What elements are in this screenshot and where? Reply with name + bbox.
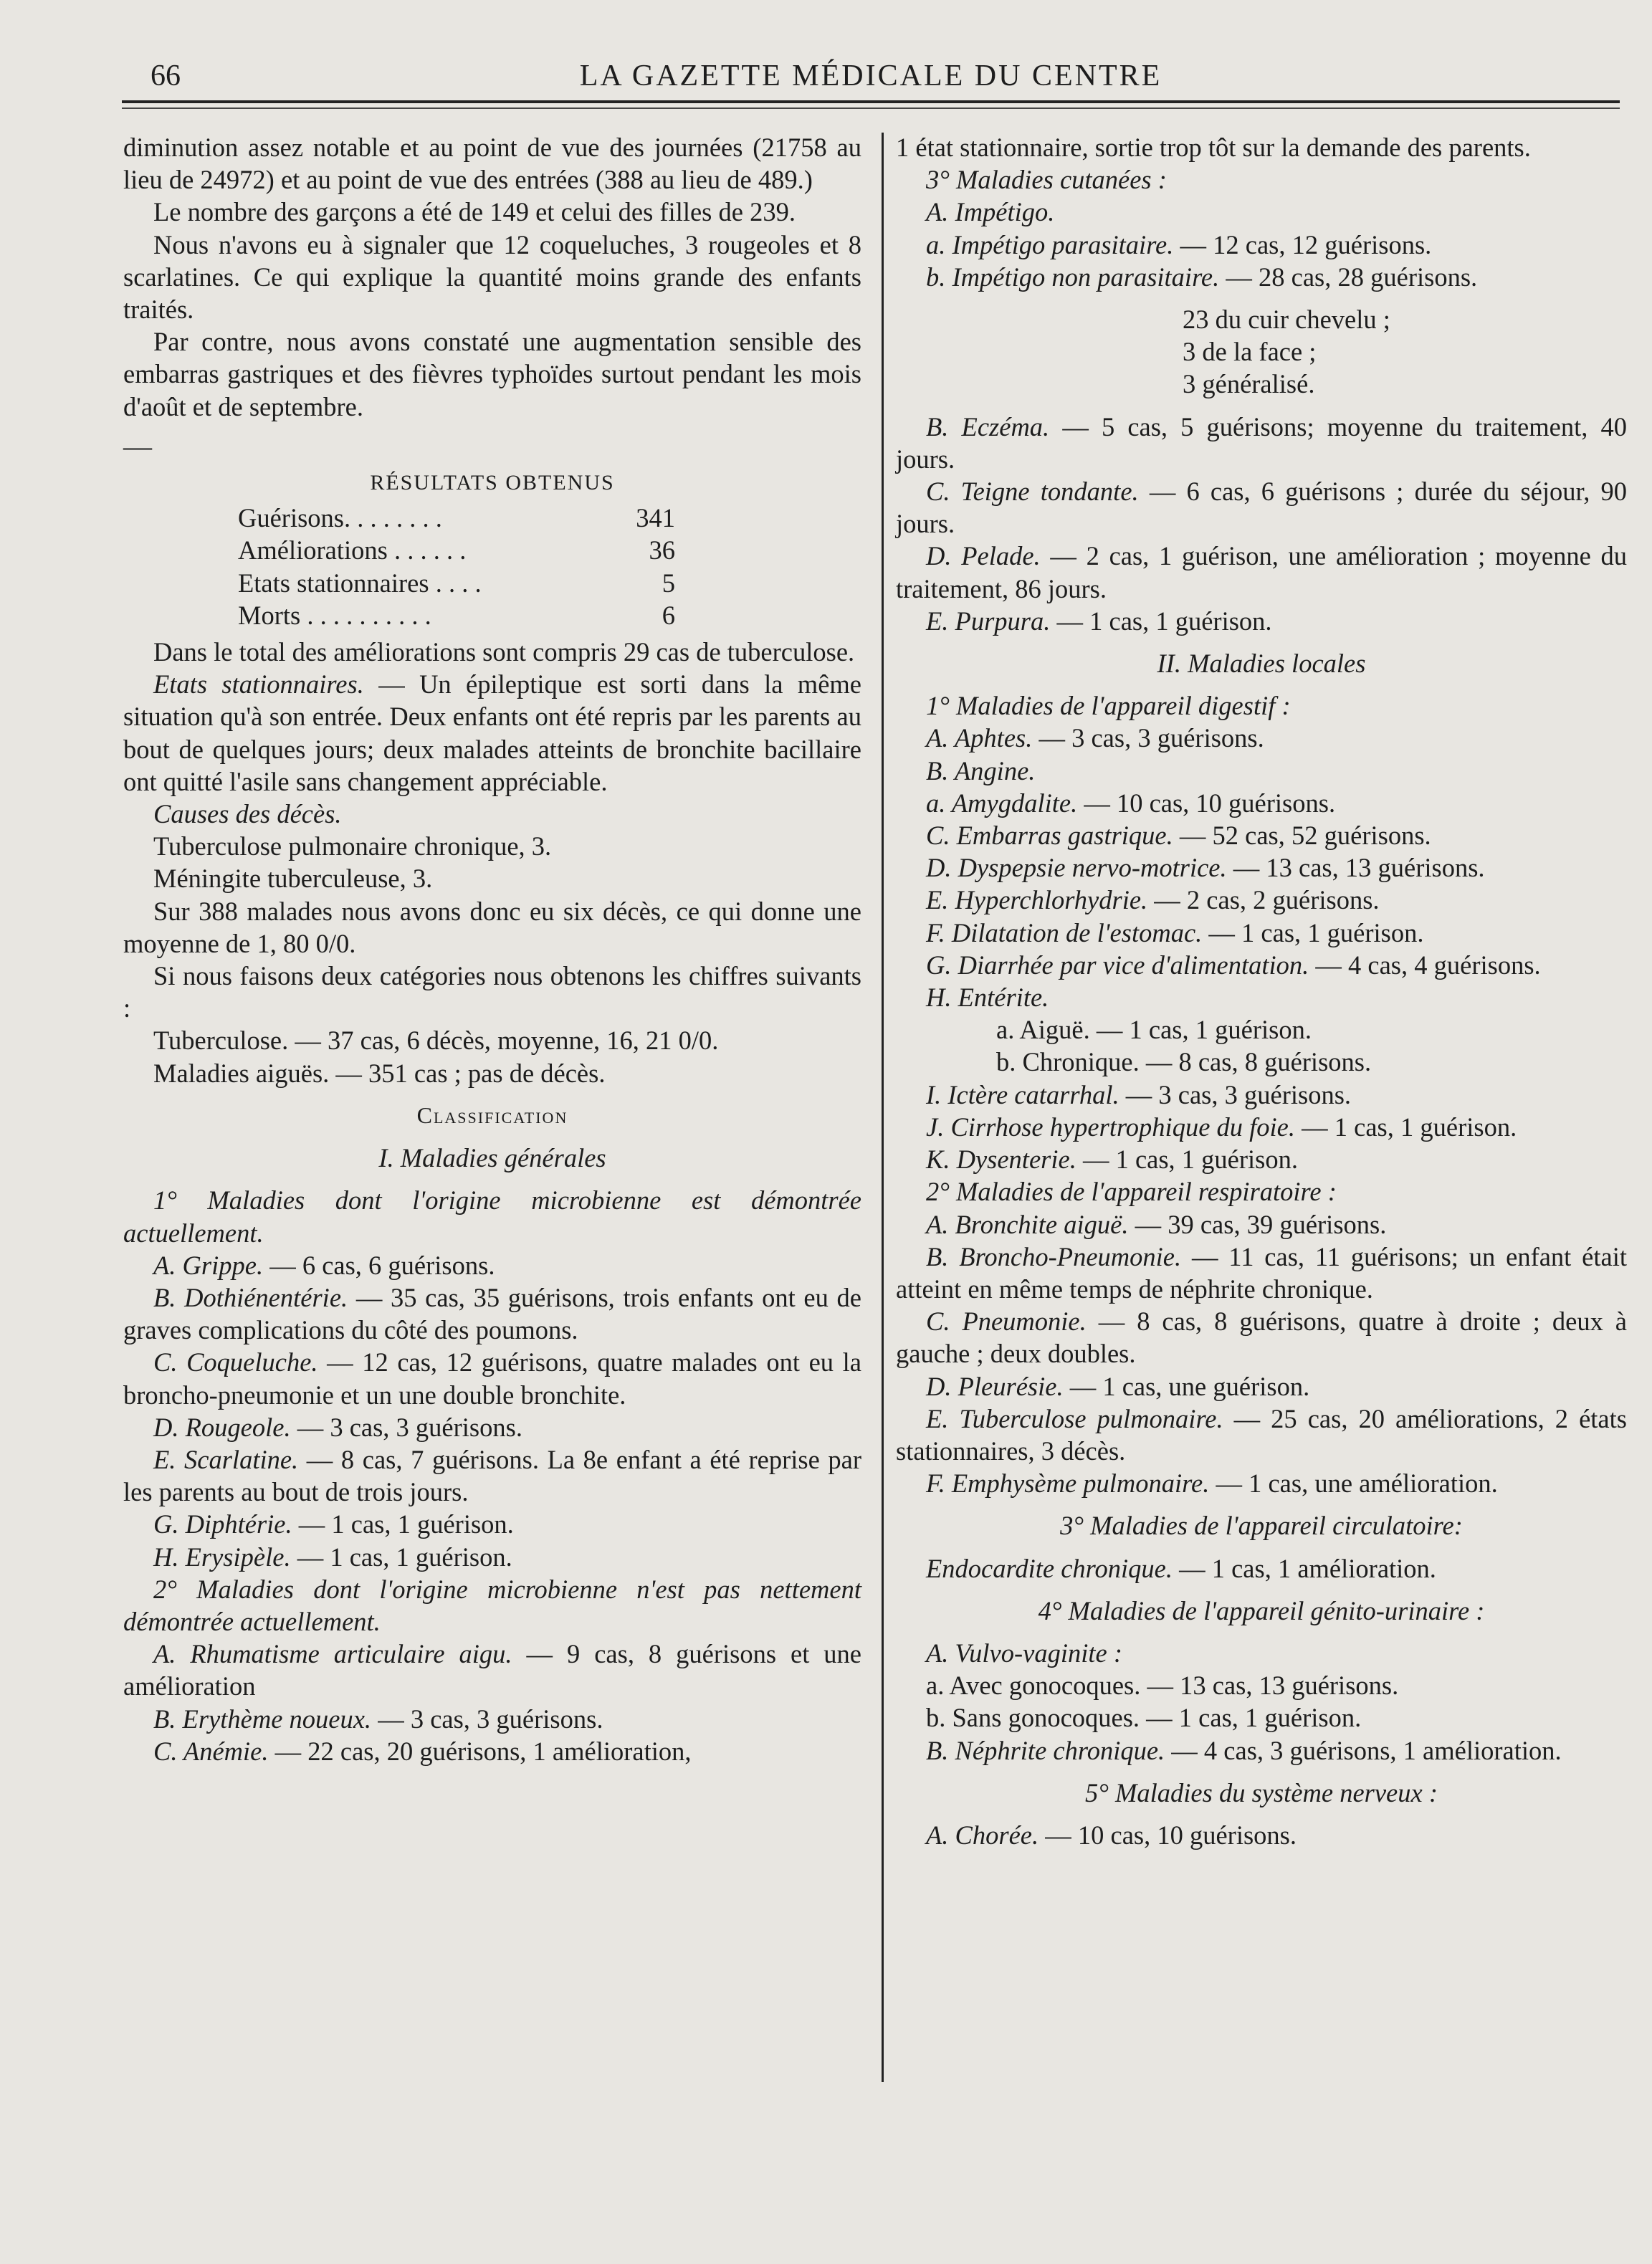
results-label: Morts . . . . . . . . . . [238, 600, 431, 630]
results-label: Etats stationnaires . . . . [238, 568, 482, 598]
journal-title: LA GAZETTE MÉDICALE DU CENTRE [579, 59, 1162, 92]
results-value: 341 [636, 503, 675, 533]
list-item: D. Pleurésie. — 1 cas, une guérison. [926, 1371, 1310, 1401]
paragraph: Maladies aiguës. — 351 cas ; pas de décès. [153, 1058, 606, 1088]
list-item: I. Ictère catarrhal. — 3 cas, 3 guérisons. [926, 1079, 1352, 1109]
page-header [122, 50, 1620, 100]
section-heading: I. Maladies générales [378, 1143, 606, 1173]
subsection-heading: 4° Maladies de l'appareil génito-urinaire : [1038, 1595, 1485, 1625]
results-table [238, 502, 675, 631]
subsection-heading: 3° Maladies cutanées : [926, 165, 1167, 195]
paragraph: Par contre, nous avons constaté une augmentation sensible des embarras gastriques et des fièvres typhoïdes surtout pendant les mois d'août et de septembre. [123, 327, 861, 421]
list-item: A. Rhumatisme articulaire aigu. — 9 cas, 8 guérisons et une amélioration [123, 1639, 861, 1701]
paragraph: Méningite tuberculeuse, 3. [153, 864, 433, 894]
list-item: K. Dysenterie. — 1 cas, 1 guérison. [926, 1145, 1299, 1175]
paragraph: Tuberculose. — 37 cas, 6 décès, moyenne, 16, 21 0/0. [153, 1026, 719, 1056]
list-item: A. Aphtes. — 3 cas, 3 guérisons. [926, 723, 1264, 753]
results-row [238, 502, 675, 534]
list-item: G. Diarrhée par vice d'alimentation. — 4 cas, 4 guérisons. [926, 950, 1541, 980]
list-item: A. Bronchite aiguë. — 39 cas, 39 guérisons. [926, 1209, 1387, 1239]
list-item: b. Sans gonocoques. — 1 cas, 1 guérison. [926, 1703, 1362, 1733]
right-column [896, 131, 1627, 1851]
results-row [238, 599, 675, 631]
list-item: 3 généralisé. [1183, 369, 1315, 399]
list-item: B. Broncho-Pneumonie. — 11 cas, 11 guérisons; un enfant était atteint en même temps de néphrite chronique. [896, 1241, 1627, 1304]
list-item: C. Coqueluche. — 12 cas, 12 guérisons, quatre malades ont eu la broncho-pneumonie et un une double bronchite. [123, 1347, 861, 1410]
subsection-heading: 5° Maladies du système nerveux : [1085, 1777, 1438, 1807]
left-column [123, 131, 861, 1767]
list-item: a. Avec gonocoques. — 13 cas, 13 guérisons. [926, 1671, 1399, 1701]
list-item: Endocardite chronique. — 1 cas, 1 amélioration. [926, 1553, 1436, 1583]
separator-dash: — [123, 429, 152, 462]
section-label: Causes des décès. [153, 799, 342, 829]
results-heading: RÉSULTATS OBTENUS [370, 471, 615, 495]
list-item: D. Rougeole. — 3 cas, 3 guérisons. [153, 1412, 522, 1442]
header-rule-thin [122, 108, 1620, 109]
list-item: H. Erysipèle. — 1 cas, 1 guérison. [153, 1542, 512, 1572]
column-divider [882, 133, 884, 2082]
list-item: b. Chronique. — 8 cas, 8 guérisons. [996, 1047, 1372, 1077]
list-item: b. Impétigo non parasitaire. — 28 cas, 28 guérisons. [926, 262, 1478, 292]
list-item: C. Embarras gastrique. — 52 cas, 52 guérisons. [926, 821, 1431, 851]
list-item: a. Aiguë. — 1 cas, 1 guérison. [996, 1015, 1312, 1045]
list-item: D. Dyspepsie nervo-motrice. — 13 cas, 13 guérisons. [926, 853, 1485, 883]
list-item: a. Impétigo parasitaire. — 12 cas, 12 guérisons. [926, 229, 1432, 259]
subsection-heading: 2° Maladies de l'appareil respiratoire : [926, 1177, 1337, 1207]
list-item: F. Dilatation de l'estomac. — 1 cas, 1 guérison. [926, 917, 1424, 947]
list-item: 3 de la face ; [1183, 337, 1317, 367]
list-item: B. Dothiénentérie. — 35 cas, 35 guérisons, trois enfants ont eu de graves complications du côté des poumons. [123, 1282, 861, 1345]
section-heading: II. Maladies locales [1157, 649, 1366, 679]
list-item: C. Anémie. — 22 cas, 20 guérisons, 1 amélioration, [153, 1736, 692, 1766]
classification-heading: Classification [416, 1102, 568, 1128]
paragraph: diminution assez notable et au point de vue des journées (21758 au lieu de 24972) et au point de vue des entrées (388 au lieu de 489.) [123, 133, 861, 195]
results-value: 36 [649, 535, 675, 565]
list-item: E. Scarlatine. — 8 cas, 7 guérisons. La 8e enfant a été reprise par les parents au bout de trois jours. [123, 1444, 861, 1507]
page-number: 66 [151, 59, 181, 92]
list-item: G. Diphtérie. — 1 cas, 1 guérison. [153, 1509, 514, 1539]
results-row [238, 567, 675, 599]
list-item: B. Erythème noueux. — 3 cas, 3 guérisons. [153, 1704, 603, 1734]
list-item: C. Pneumonie. — 8 cas, 8 guérisons, quatre à droite ; deux à gauche ; deux doubles. [896, 1307, 1627, 1369]
results-value: 5 [662, 568, 675, 598]
subsection-heading: 1° Maladies dont l'origine microbienne est démontrée actuellement. [123, 1185, 861, 1248]
list-item: J. Cirrhose hypertrophique du foie. — 1 cas, 1 guérison. [926, 1112, 1517, 1142]
header-rule [122, 100, 1620, 103]
paragraph: Le nombre des garçons a été de 149 et celui des filles de 239. [153, 197, 796, 227]
paragraph-text: — Un épileptique est sorti dans la même situation qu'à son entrée. Deux enfants ont été repris par les parents au bout de quelques jours; deux malades atteints de bronchite bacillaire ont quitté l'asile sans changement appréciable. [123, 669, 861, 796]
paragraph-label: Etats stationnaires. [153, 669, 364, 699]
paragraph: 1 état stationnaire, sortie trop tôt sur la demande des parents. [896, 133, 1531, 162]
paragraph: Sur 388 malades nous avons donc eu six décès, ce qui donne une moyenne de 1, 80 0/0. [123, 896, 861, 958]
list-item: D. Pelade. — 2 cas, 1 guérison, une amélioration ; moyenne du traitement, 86 jours. [896, 541, 1627, 603]
list-item: A. Impétigo. [926, 197, 1055, 227]
results-row [238, 534, 675, 566]
list-item: H. Entérite. [926, 983, 1049, 1013]
paragraph [123, 668, 861, 798]
results-label: Guérisons. . . . . . . . [238, 503, 442, 533]
paragraph: Dans le total des améliorations sont compris 29 cas de tuberculose. [153, 637, 855, 667]
subsection-heading: 2° Maladies dont l'origine microbienne n'est pas nettement démontrée actuellement. [123, 1574, 861, 1636]
paragraph: Nous n'avons eu à signaler que 12 coqueluches, 3 rougeoles et 8 scarlatines. Ce qui explique la quantité moins grande des enfants traités. [123, 229, 861, 325]
list-item: A. Chorée. — 10 cas, 10 guérisons. [926, 1820, 1297, 1850]
list-item: C. Teigne tondante. — 6 cas, 6 guérisons ; durée du séjour, 90 jours. [896, 477, 1627, 539]
list-item: E. Purpura. — 1 cas, 1 guérison. [926, 606, 1272, 636]
list-item: B. Angine. [926, 755, 1036, 785]
paragraph: Si nous faisons deux catégories nous obtenons les chiffres suivants : [123, 961, 861, 1023]
list-item: a. Amygdalite. — 10 cas, 10 guérisons. [926, 788, 1336, 818]
subsection-heading: 1° Maladies de l'appareil digestif : [926, 691, 1291, 721]
results-value: 6 [662, 600, 675, 630]
list-item: B. Néphrite chronique. — 4 cas, 3 guérisons, 1 amélioration. [926, 1735, 1562, 1765]
list-item: 23 du cuir chevelu ; [1183, 305, 1390, 335]
paragraph: Tuberculose pulmonaire chronique, 3. [153, 831, 552, 861]
list-item: F. Emphysème pulmonaire. — 1 cas, une amélioration. [926, 1468, 1498, 1499]
list-item: B. Eczéma. — 5 cas, 5 guérisons; moyenne du traitement, 40 jours. [896, 411, 1627, 474]
results-label: Améliorations . . . . . . [238, 535, 467, 565]
list-item: A. Grippe. — 6 cas, 6 guérisons. [153, 1250, 495, 1280]
list-item: E. Tuberculose pulmonaire. — 25 cas, 20 améliorations, 2 états stationnaires, 3 décès. [896, 1403, 1627, 1466]
list-item: E. Hyperchlorhydrie. — 2 cas, 2 guérisons. [926, 885, 1380, 915]
subsection-heading: 3° Maladies de l'appareil circulatoire: [1060, 1511, 1463, 1541]
list-item: A. Vulvo-vaginite : [926, 1638, 1122, 1668]
